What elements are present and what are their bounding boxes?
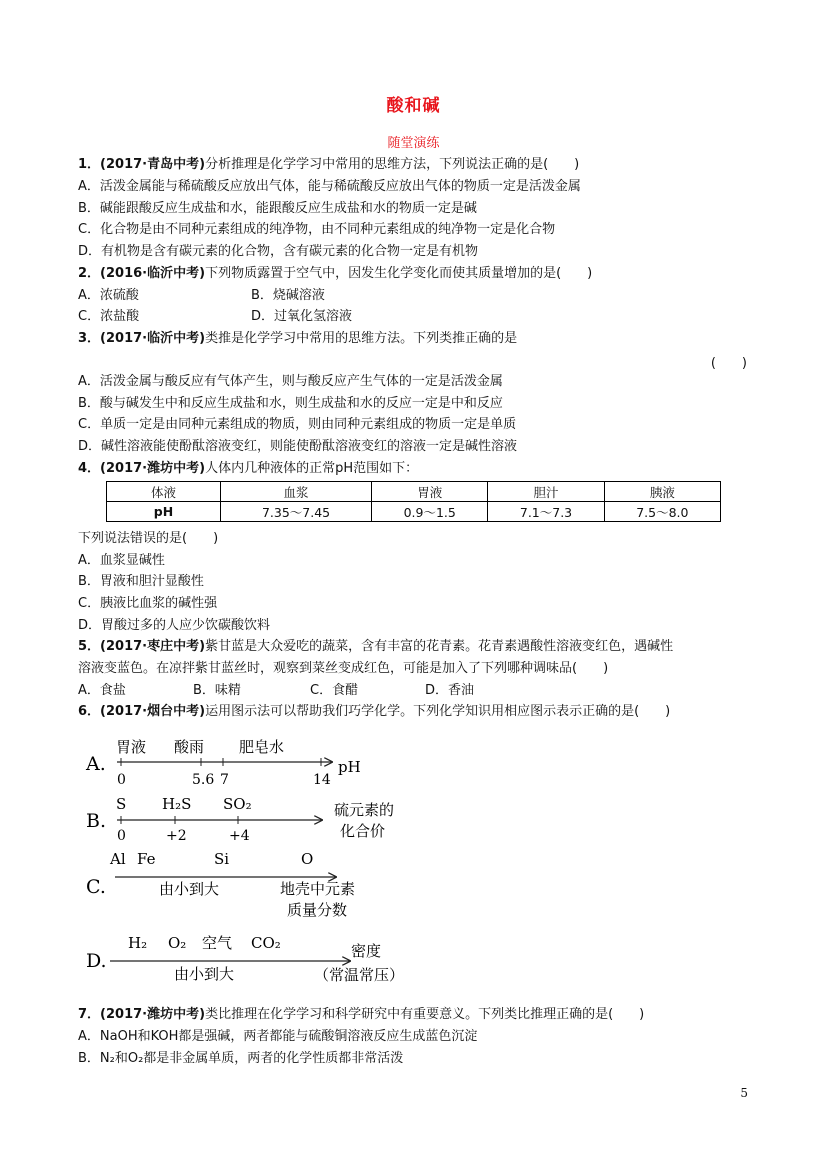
ph-table-header-row — [107, 482, 721, 502]
tick-label: +4 — [229, 828, 250, 844]
q1-stem: 1．(2017·青岛中考)分析推理是化学学习中常用的思维方法，下列说法正确的是( ) — [78, 157, 580, 172]
q1-option-c: C．化合物是由不同种元素组成的纯净物，由不同种元素组成的纯净物一定是化合物 — [78, 222, 556, 237]
q5-option-c: C．食醋 — [310, 683, 359, 698]
tick-label: +2 — [166, 828, 187, 844]
diagram-b — [86, 795, 394, 844]
tick-label: 14 — [313, 772, 331, 788]
label-h2s: H₂S — [162, 795, 192, 813]
table-cell: pH — [107, 502, 221, 522]
table-cell: 血浆 — [221, 482, 372, 502]
label-soap-water: 肥皂水 — [239, 738, 285, 756]
ph-table — [106, 481, 721, 522]
axis-label-line2: 化合价 — [340, 822, 386, 840]
q3-option-c: C．单质一定是由同种元素组成的物质，则由同种元素组成的物质一定是单质 — [78, 417, 517, 432]
under-label: 由小到大 — [159, 880, 220, 898]
under-label: 由小到大 — [174, 965, 235, 983]
table-cell: 7.35～7.45 — [221, 502, 372, 522]
q1-option-d: D．有机物是含有碳元素的化合物，含有碳元素的化合物一定是有机物 — [78, 244, 479, 259]
q7-stem: 7．(2017·潍坊中考)类比推理在化学学习和科学研究中有重要意义。下列类比推理正确的是( ) — [78, 1007, 645, 1022]
label-acid-rain: 酸雨 — [174, 738, 205, 756]
label-gastric-juice: 胃液 — [116, 738, 147, 756]
axis-label-line2: （常温常压） — [314, 966, 405, 984]
q5-stem: 5．(2017·枣庄中考)紫甘蓝是大众爱吃的蔬菜，含有丰富的花青素。花青素遇酸性溶液变红色，遇碱性 — [78, 639, 674, 654]
diagram-b-letter: B. — [86, 810, 107, 832]
label-si: Si — [214, 850, 230, 868]
axis-label-line1: 密度 — [351, 942, 382, 960]
page-title: 酸和碱 — [386, 96, 441, 116]
table-cell: 7.5～8.0 — [604, 502, 720, 522]
q5-option-d: D．香油 — [425, 683, 475, 698]
label-s: S — [116, 795, 127, 813]
q2-option-c: C．浓盐酸 — [78, 309, 140, 324]
label-o2: O₂ — [168, 934, 187, 952]
tick-label: 7 — [220, 772, 229, 788]
q6-stem: 6．(2017·烟台中考)运用图示法可以帮助我们巧学化学。下列化学知识用相应图示表示正确的是( ) — [78, 704, 671, 719]
q1-option-b: B．碱能跟酸反应生成盐和水，能跟酸反应生成盐和水的物质一定是碱 — [78, 201, 477, 216]
q3-option-d: D．碱性溶液能使酚酞溶液变红，则能使酚酞溶液变红的溶液一定是碱性溶液 — [78, 439, 518, 454]
q4-option-c: C．胰液比血浆的碱性强 — [78, 596, 218, 611]
q5-option-b: B．味精 — [193, 683, 241, 698]
q4-option-a: A．血浆显碱性 — [78, 553, 165, 568]
table-cell: 胆汁 — [488, 482, 604, 502]
page-subtitle: 随堂演练 — [387, 136, 440, 151]
q5-stem-continued: 溶液变蓝色。在凉拌紫甘蓝丝时，观察到菜丝变成红色，可能是加入了下列哪种调味品( ) — [78, 661, 609, 676]
table-cell: 0.9～1.5 — [372, 502, 488, 522]
label-h2: H₂ — [128, 934, 148, 952]
q7-option-b: B．N₂和O₂都是非金属单质，两者的化学性质都非常活泼 — [78, 1051, 404, 1066]
q7-option-a: A．NaOH和KOH都是强碱，两者都能与硫酸铜溶液反应生成蓝色沉淀 — [78, 1029, 478, 1044]
axis-label-line1: 硫元素的 — [334, 801, 395, 819]
q2-option-a: A．浓硫酸 — [78, 288, 139, 303]
ph-table-value-row — [107, 502, 721, 522]
diagram-d-letter: D. — [86, 950, 107, 972]
q2-option-b: B．烧碱溶液 — [251, 288, 325, 303]
label-co2: CO₂ — [251, 934, 281, 952]
q4-prompt: 下列说法错误的是( ) — [78, 531, 219, 546]
tick-label: 0 — [117, 772, 126, 788]
q3-option-b: B．酸与碱发生中和反应生成盐和水，则生成盐和水的反应一定是中和反应 — [78, 396, 503, 411]
q1-option-a: A．活泼金属能与稀硫酸反应放出气体，能与稀硫酸反应放出气体的物质一定是活泼金属 — [78, 179, 581, 194]
diagram-d — [86, 934, 404, 984]
tick-label: 5.6 — [192, 772, 215, 788]
q3-option-a: A．活泼金属与酸反应有气体产生，则与酸反应产生气体的一定是活泼金属 — [78, 374, 503, 389]
label-air: 空气 — [202, 934, 233, 952]
q2-option-d: D．过氧化氢溶液 — [251, 309, 353, 324]
label-fe: Fe — [137, 850, 156, 868]
diagram-c — [86, 850, 355, 919]
page-number: 5 — [740, 1086, 748, 1100]
q2-stem: 2．(2016·临沂中考)下列物质露置于空气中，因发生化学变化而使其质量增加的是( ) — [78, 266, 593, 281]
axis-label-ph: pH — [338, 758, 361, 776]
q4-option-d: D．胃酸过多的人应少饮碳酸饮料 — [78, 618, 271, 633]
label-o: O — [301, 850, 314, 868]
q4-stem: 4．(2017·潍坊中考)人体内几种液体的正常pH范围如下： — [78, 461, 419, 476]
q6-diagram — [84, 733, 444, 993]
axis-label-line2: 质量分数 — [287, 901, 348, 919]
diagram-c-letter: C. — [86, 876, 106, 898]
diagram-a — [85, 738, 361, 788]
q4-option-b: B．胃液和胆汁显酸性 — [78, 574, 204, 589]
label-so2: SO₂ — [223, 795, 252, 813]
table-cell: 胃液 — [372, 482, 488, 502]
table-cell: 胰液 — [604, 482, 720, 502]
table-cell: 7.1～7.3 — [488, 502, 604, 522]
q3-answer-paren: ( ) — [710, 356, 747, 371]
diagram-a-letter: A. — [86, 753, 106, 775]
table-cell: 体液 — [107, 482, 221, 502]
q5-option-a: A．食盐 — [78, 683, 126, 698]
axis-label-line1: 地壳中元素 — [280, 880, 356, 898]
q3-stem: 3．(2017·临沂中考)类推是化学学习中常用的思维方法。下列类推正确的是 — [78, 331, 518, 346]
tick-label: 0 — [117, 828, 126, 844]
label-al: Al — [110, 850, 126, 868]
